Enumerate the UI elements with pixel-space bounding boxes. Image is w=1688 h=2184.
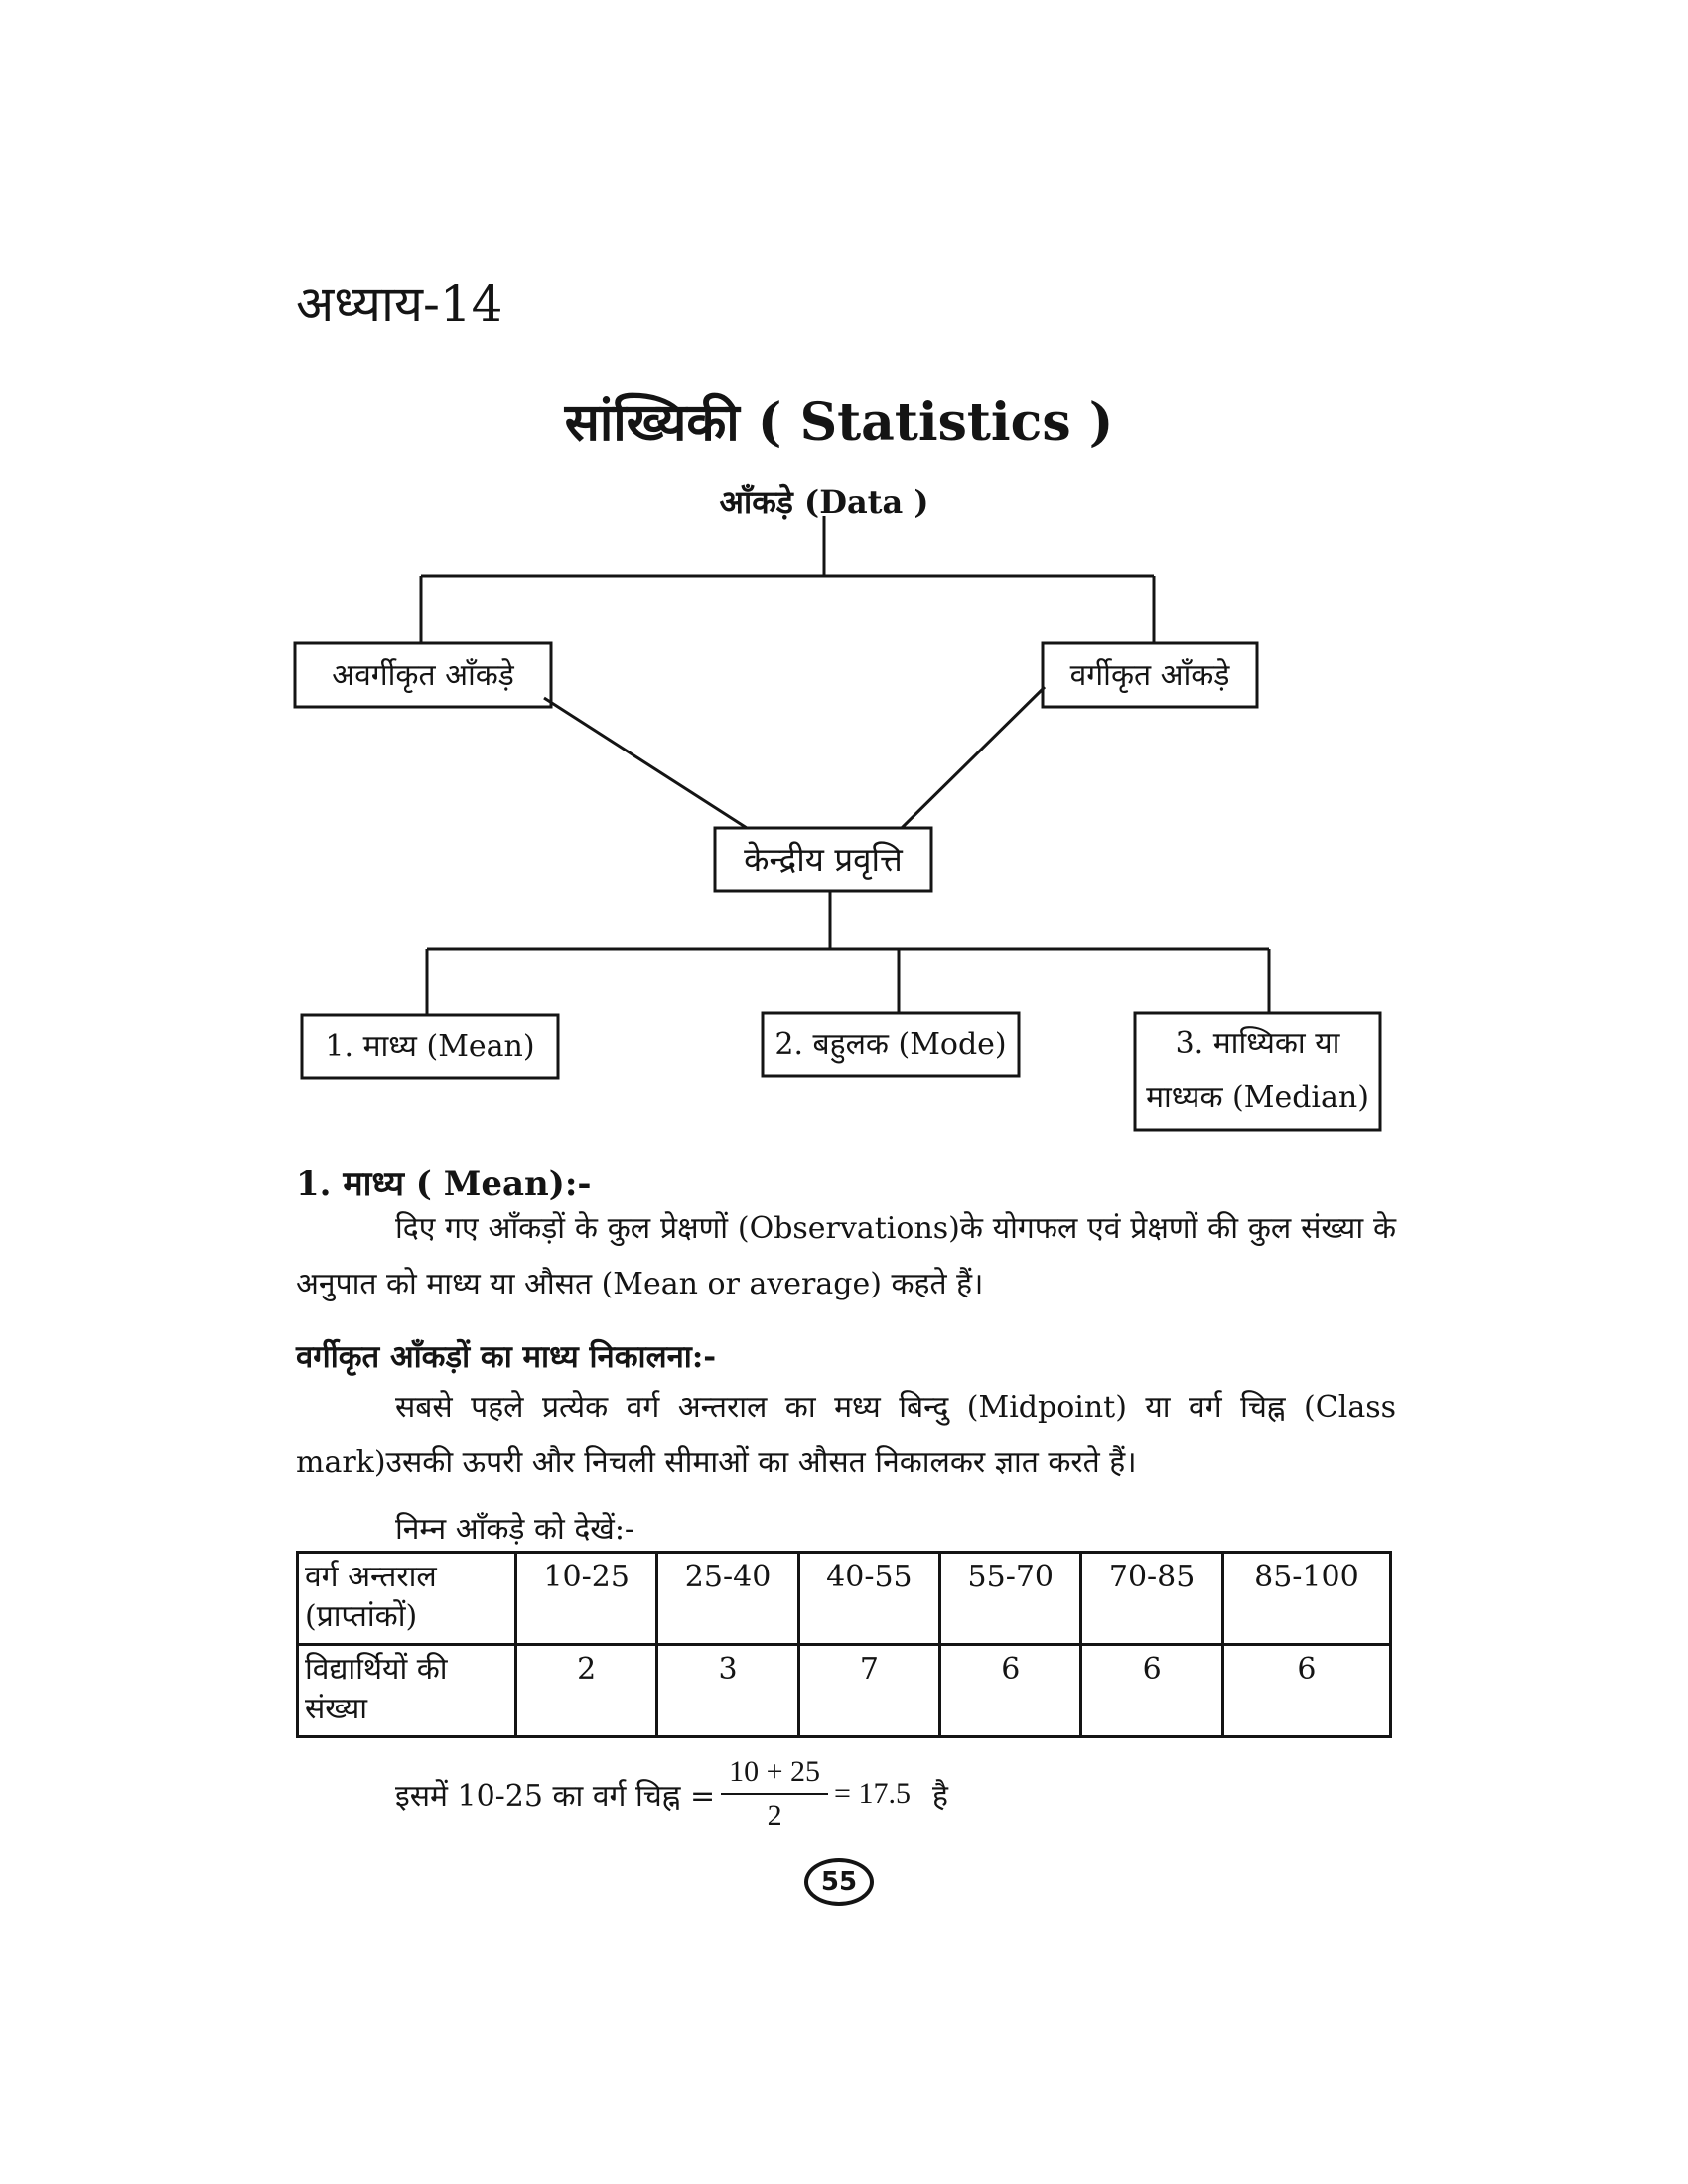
cell-interval: 70-85 [1081, 1553, 1222, 1645]
link-right-to-center [902, 687, 1045, 828]
table-row [298, 1645, 1391, 1737]
page-title: सांख्यिकी ( Statistics ) [564, 392, 1114, 453]
cell-interval: 55-70 [940, 1553, 1081, 1645]
page-number: 55 [804, 1858, 874, 1906]
formula-prefix: इसमें 10-25 का वर्ग चिह्न = [395, 1778, 716, 1814]
node-median: 3. माध्यिका या माध्यक (Median) [1146, 1026, 1369, 1115]
mean-definition: दिए गए आँकड़ों के कुल प्रेक्षणों (Observations)के योगफल एवं प्रेक्षणों की कुल संख्या के अनुपात को माध्य या औसत (Mean or average) कहते हैं। [296, 1211, 1396, 1301]
cell-count: 7 [798, 1645, 939, 1737]
node-central-tendency: केन्द्रीय प्रवृत्ति [744, 839, 903, 879]
table-row [298, 1553, 1391, 1645]
node-mean: 1. माध्य (Mean) [325, 1028, 535, 1064]
link-left-to-center [544, 698, 747, 828]
node-grouped-data: वर्गीकृत आँकड़े [1069, 657, 1230, 693]
chapter-label: अध्याय-14 [296, 275, 503, 333]
class-mark-formula [395, 1755, 948, 1833]
formula-suffix: है [931, 1778, 948, 1814]
cell-count: 3 [657, 1645, 798, 1737]
row-header-intervals: वर्ग अन्तराल (प्राप्तांकों) [298, 1553, 516, 1645]
frequency-table [296, 1551, 1392, 1738]
table-intro: निम्न आँकड़े को देखें:- [395, 1512, 635, 1547]
node-mode: 2. बहुलक (Mode) [774, 1026, 1007, 1062]
heading-mean: 1. माध्य ( Mean):- [296, 1164, 592, 1204]
cell-interval: 10-25 [516, 1553, 657, 1645]
cell-count: 6 [1081, 1645, 1222, 1737]
cell-interval: 85-100 [1222, 1553, 1390, 1645]
cell-count: 6 [940, 1645, 1081, 1737]
formula-result: = 17.5 [834, 1777, 911, 1810]
formula-fraction [721, 1755, 828, 1833]
grouped-mean-text: सबसे पहले प्रत्येक वर्ग अन्तराल का मध्य बिन्दु (Midpoint) या वर्ग चिह्न (Class mark)उसकी ऊपरी और निचली सीमाओं का औसत निकालकर ज्ञात करते हैं। [296, 1390, 1396, 1480]
fraction-denominator: 2 [767, 1799, 782, 1832]
row-header-students: विद्यार्थियों की संख्या [298, 1645, 516, 1737]
fraction-numerator: 10 + 25 [721, 1755, 828, 1795]
cell-interval: 40-55 [798, 1553, 939, 1645]
cell-count: 2 [516, 1645, 657, 1737]
node-data: आँकड़े (Data ) [719, 483, 929, 522]
cell-interval: 25-40 [657, 1553, 798, 1645]
cell-count: 6 [1222, 1645, 1390, 1737]
heading-grouped-mean: वर्गीकृत आँकड़ों का माध्य निकालना:- [296, 1339, 717, 1375]
node-ungrouped-data: अवर्गीकृत आँकड़े [332, 657, 514, 693]
